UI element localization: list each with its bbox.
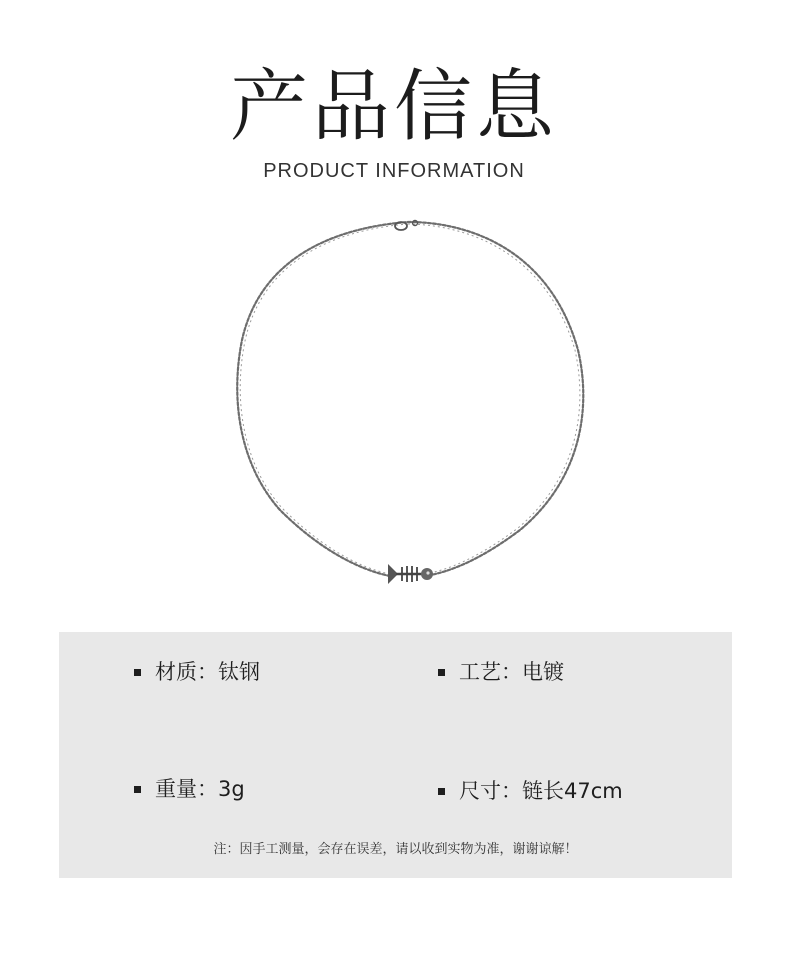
page-title-cn: 产品信息 — [229, 62, 558, 152]
spec-material-text: 材质：钛钢 — [155, 660, 260, 684]
spec-size-text: 尺寸：链长47cm — [459, 779, 623, 803]
spec-size — [438, 777, 623, 805]
spec-material — [134, 658, 260, 686]
bullet-icon — [134, 786, 141, 793]
spec-weight-text: 重量：3g — [155, 777, 245, 801]
spec-craft-text: 工艺：电镀 — [459, 660, 564, 684]
spec-weight — [134, 775, 245, 803]
page-title-en: PRODUCT INFORMATION — [263, 160, 525, 182]
bullet-icon — [438, 788, 445, 795]
bullet-icon — [134, 669, 141, 676]
info-panel — [59, 632, 732, 878]
bullet-icon — [438, 669, 445, 676]
necklace-image — [220, 210, 595, 600]
measurement-note: 注：因手工测量，会存在误差，请以收到实物为准，谢谢谅解！ — [213, 842, 578, 857]
spec-craft — [438, 658, 564, 686]
